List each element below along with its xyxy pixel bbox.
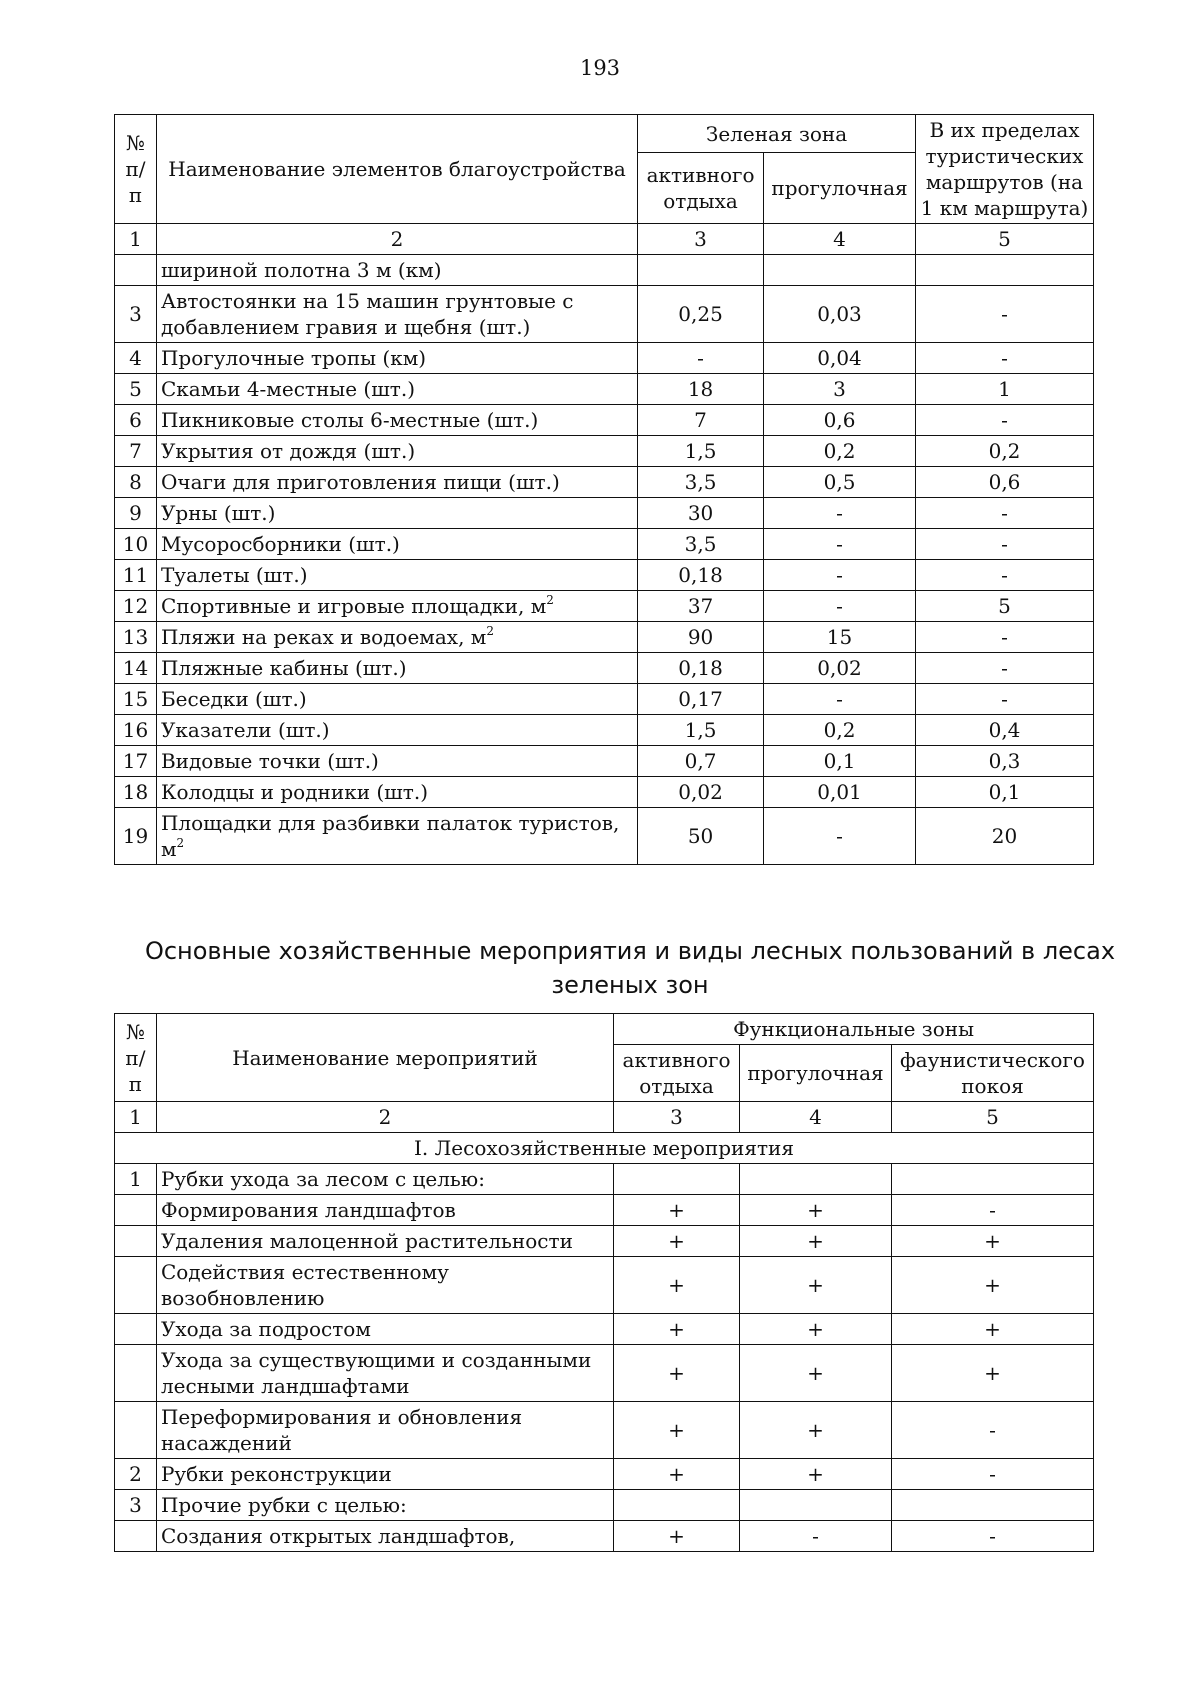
table-row	[115, 560, 1094, 591]
row-name: Ухода за существующими и созданными лесными ландшафтами	[156, 1345, 613, 1402]
row-name: Создания открытых ландшафтов,	[156, 1521, 613, 1552]
cell-col4: +	[740, 1345, 892, 1402]
cell-col3: +	[614, 1195, 740, 1226]
row-name: Очаги для приготовления пищи (шт.)	[156, 467, 637, 498]
cell-col4: +	[740, 1226, 892, 1257]
table-row	[115, 622, 1094, 653]
cell-col3: 1,5	[638, 715, 764, 746]
cell-col3: -	[638, 343, 764, 374]
table-row	[115, 1164, 1094, 1195]
header-walking: прогулочная	[740, 1045, 892, 1102]
cell-col4: -	[764, 684, 916, 715]
cell-col4	[740, 1490, 892, 1521]
table-row	[115, 467, 1094, 498]
col-index: 3	[614, 1102, 740, 1133]
cell-col3: 0,02	[638, 777, 764, 808]
cell-col5: -	[916, 560, 1094, 591]
cell-col3	[614, 1164, 740, 1195]
table-row	[115, 1345, 1094, 1402]
row-num: 3	[115, 1490, 157, 1521]
row-num: 14	[115, 653, 157, 684]
row-num	[115, 1314, 157, 1345]
row-num	[115, 1345, 157, 1402]
row-name: Автостоянки на 15 машин грунтовые с добавлением гравия и щебня (шт.)	[156, 286, 637, 343]
col-index: 1	[115, 224, 157, 255]
table-row	[115, 436, 1094, 467]
cell-col3: 50	[638, 808, 764, 865]
cell-col3: 37	[638, 591, 764, 622]
cell-col3: 90	[638, 622, 764, 653]
cell-col5: 0,4	[916, 715, 1094, 746]
row-name: Содействия естественному возобновлению	[156, 1257, 613, 1314]
activities-rows	[115, 1164, 1094, 1552]
row-name: Формирования ландшафтов	[156, 1195, 613, 1226]
cell-col3: 0,7	[638, 746, 764, 777]
header-tourist: В их пределах туристических маршрутов (на 1 км маршрута)	[916, 115, 1094, 224]
row-name: Видовые точки (шт.)	[156, 746, 637, 777]
table-row	[115, 1226, 1094, 1257]
cell-col4: -	[764, 808, 916, 865]
row-num: 3	[115, 286, 157, 343]
activities-table	[114, 1013, 1094, 1552]
row-num: 5	[115, 374, 157, 405]
cell-col3: +	[614, 1226, 740, 1257]
row-num: 17	[115, 746, 157, 777]
cell-col4: 0,04	[764, 343, 916, 374]
cell-walking	[764, 255, 916, 286]
cell-col4: -	[764, 498, 916, 529]
cell-col4: -	[764, 591, 916, 622]
row-num	[115, 1521, 157, 1552]
cell-col4: -	[764, 529, 916, 560]
header-walking: прогулочная	[764, 153, 916, 224]
cell-col4: 0,2	[764, 436, 916, 467]
row-num: 2	[115, 1459, 157, 1490]
row-num: 18	[115, 777, 157, 808]
row-num: 13	[115, 622, 157, 653]
superscript: 2	[546, 593, 554, 607]
col-index: 4	[740, 1102, 892, 1133]
row-name: Спортивные и игровые площадки, $м^2$	[156, 591, 637, 622]
cell-col5: -	[891, 1195, 1093, 1226]
row-num: 4	[115, 343, 157, 374]
row-name: Колодцы и родники (шт.)	[156, 777, 637, 808]
cell-col3: +	[614, 1257, 740, 1314]
cell-col4: 0,1	[764, 746, 916, 777]
row-name: Переформирования и обновления насаждений	[156, 1402, 613, 1459]
row-name: Прогулочные тропы (км)	[156, 343, 637, 374]
cell-col3: 3,5	[638, 467, 764, 498]
cell-col5: -	[916, 498, 1094, 529]
row-num: 11	[115, 560, 157, 591]
row-name: Пляжные кабины (шт.)	[156, 653, 637, 684]
cell-col3: +	[614, 1314, 740, 1345]
row-name: Рубки ухода за лесом с целью:	[156, 1164, 613, 1195]
row-name: Мусоросборники (шт.)	[156, 529, 637, 560]
cell-col4: -	[764, 560, 916, 591]
continuation-text: шириной полотна 3 м (км)	[156, 255, 637, 286]
cell-col3: +	[614, 1402, 740, 1459]
cell-col5: -	[916, 286, 1094, 343]
cell-col5: -	[891, 1402, 1093, 1459]
cell-col4: +	[740, 1257, 892, 1314]
section-title: Основные хозяйственные мероприятия и виды лесных пользований в лесах зеленых зон	[144, 937, 1116, 999]
cell-col5: -	[916, 405, 1094, 436]
cell-col5: +	[891, 1257, 1093, 1314]
col-index: 5	[891, 1102, 1093, 1133]
row-num: 19	[115, 808, 157, 865]
table-row	[115, 1257, 1094, 1314]
cell-col4: 0,02	[764, 653, 916, 684]
table-row	[115, 405, 1094, 436]
row-num: 10	[115, 529, 157, 560]
cell-col5: 0,3	[916, 746, 1094, 777]
row-num	[115, 1195, 157, 1226]
cell-col4: 0,5	[764, 467, 916, 498]
col-index: 2	[156, 1102, 613, 1133]
row-num: 6	[115, 405, 157, 436]
table-row	[115, 1195, 1094, 1226]
cell-col3: +	[614, 1459, 740, 1490]
cell-col4: 0,6	[764, 405, 916, 436]
cell-col5	[891, 1490, 1093, 1521]
cell-col3: 0,25	[638, 286, 764, 343]
row-name: Рубки реконструкции	[156, 1459, 613, 1490]
cell-col5: 5	[916, 591, 1094, 622]
header-active: активного отдыха	[638, 153, 764, 224]
header-num: № п/п	[115, 115, 157, 224]
header-name: Наименование элементов благоустройства	[156, 115, 637, 224]
row-name: Ухода за подростом	[156, 1314, 613, 1345]
row-num: 7	[115, 436, 157, 467]
cell-col3	[614, 1490, 740, 1521]
row-num: 8	[115, 467, 157, 498]
table-row	[115, 1521, 1094, 1552]
cell-col4: +	[740, 1195, 892, 1226]
table-row	[115, 374, 1094, 405]
header-faunal: фаунистического покоя	[891, 1045, 1093, 1102]
cell-col3: 0,17	[638, 684, 764, 715]
row-num	[115, 255, 157, 286]
cell-col4: +	[740, 1459, 892, 1490]
cell-col4	[740, 1164, 892, 1195]
cell-tourist	[916, 255, 1094, 286]
cell-col5: 20	[916, 808, 1094, 865]
cell-col4: 0,03	[764, 286, 916, 343]
header-functional: Функциональные зоны	[614, 1014, 1094, 1045]
cell-col5: +	[891, 1314, 1093, 1345]
cell-col5: +	[891, 1345, 1093, 1402]
header-active: активного отдыха	[614, 1045, 740, 1102]
table-row	[115, 1459, 1094, 1490]
row-name: Прочие рубки с целью:	[156, 1490, 613, 1521]
cell-col5: 0,1	[916, 777, 1094, 808]
cell-col5: -	[891, 1459, 1093, 1490]
row-name: Беседки (шт.)	[156, 684, 637, 715]
header-num: № п/п	[115, 1014, 157, 1102]
cell-active	[638, 255, 764, 286]
col-index: 2	[156, 224, 637, 255]
row-num: 16	[115, 715, 157, 746]
row-num: 15	[115, 684, 157, 715]
header-green-zone: Зеленая зона	[638, 115, 916, 153]
cell-col3: 18	[638, 374, 764, 405]
row-name: Указатели (шт.)	[156, 715, 637, 746]
table-row	[115, 684, 1094, 715]
row-name: Укрытия от дождя (шт.)	[156, 436, 637, 467]
row-name: Пляжи на реках и водоемах, $м^2$	[156, 622, 637, 653]
row-name: Удаления малоценной растительности	[156, 1226, 613, 1257]
row-name: Площадки для разбивки палаток туристов, $м^2$	[156, 808, 637, 865]
cell-col3: 30	[638, 498, 764, 529]
table-row	[115, 746, 1094, 777]
table-row	[115, 591, 1094, 622]
row-name: Пикниковые столы 6-местные (шт.)	[156, 405, 637, 436]
section-row: I. Лесохозяйственные мероприятия	[115, 1133, 1094, 1164]
cell-col4: 0,01	[764, 777, 916, 808]
cell-col3: 7	[638, 405, 764, 436]
cell-col5: -	[916, 684, 1094, 715]
cell-col5: -	[916, 529, 1094, 560]
superscript: 2	[486, 624, 494, 638]
superscript: 2	[176, 836, 185, 850]
cell-col5	[891, 1164, 1093, 1195]
table-row	[115, 498, 1094, 529]
cell-col5: 1	[916, 374, 1094, 405]
row-name: Урны (шт.)	[156, 498, 637, 529]
row-num: 12	[115, 591, 157, 622]
row-name: Туалеты (шт.)	[156, 560, 637, 591]
table-row	[115, 1402, 1094, 1459]
col-index: 4	[764, 224, 916, 255]
table-row	[115, 1314, 1094, 1345]
table-row	[115, 777, 1094, 808]
cell-col5: 0,6	[916, 467, 1094, 498]
cell-col4: 15	[764, 622, 916, 653]
page-number: 193	[579, 56, 621, 80]
col-index: 3	[638, 224, 764, 255]
cell-col3: 1,5	[638, 436, 764, 467]
amenities-table	[114, 114, 1094, 865]
cell-col4: -	[740, 1521, 892, 1552]
col-index: 1	[115, 1102, 157, 1133]
table-row	[115, 343, 1094, 374]
row-num	[115, 1257, 157, 1314]
row-name: Скамьи 4-местные (шт.)	[156, 374, 637, 405]
table-row	[115, 529, 1094, 560]
header-name: Наименование мероприятий	[156, 1014, 613, 1102]
row-num	[115, 1402, 157, 1459]
cell-col3: +	[614, 1345, 740, 1402]
cell-col5: 0,2	[916, 436, 1094, 467]
cell-col4: +	[740, 1402, 892, 1459]
cell-col5: -	[916, 653, 1094, 684]
col-index: 5	[916, 224, 1094, 255]
amenities-rows	[115, 286, 1094, 865]
cell-col4: 3	[764, 374, 916, 405]
cell-col4: +	[740, 1314, 892, 1345]
row-num	[115, 1226, 157, 1257]
table-row	[115, 808, 1094, 865]
cell-col5: -	[916, 622, 1094, 653]
cell-col3: 0,18	[638, 653, 764, 684]
table-row	[115, 653, 1094, 684]
table-row	[115, 286, 1094, 343]
cell-col3: 0,18	[638, 560, 764, 591]
row-num: 9	[115, 498, 157, 529]
cell-col4: 0,2	[764, 715, 916, 746]
table-row	[115, 1490, 1094, 1521]
cell-col3: +	[614, 1521, 740, 1552]
table-row	[115, 715, 1094, 746]
cell-col3: 3,5	[638, 529, 764, 560]
row-num: 1	[115, 1164, 157, 1195]
cell-col5: -	[916, 343, 1094, 374]
cell-col5: +	[891, 1226, 1093, 1257]
cell-col5: -	[891, 1521, 1093, 1552]
